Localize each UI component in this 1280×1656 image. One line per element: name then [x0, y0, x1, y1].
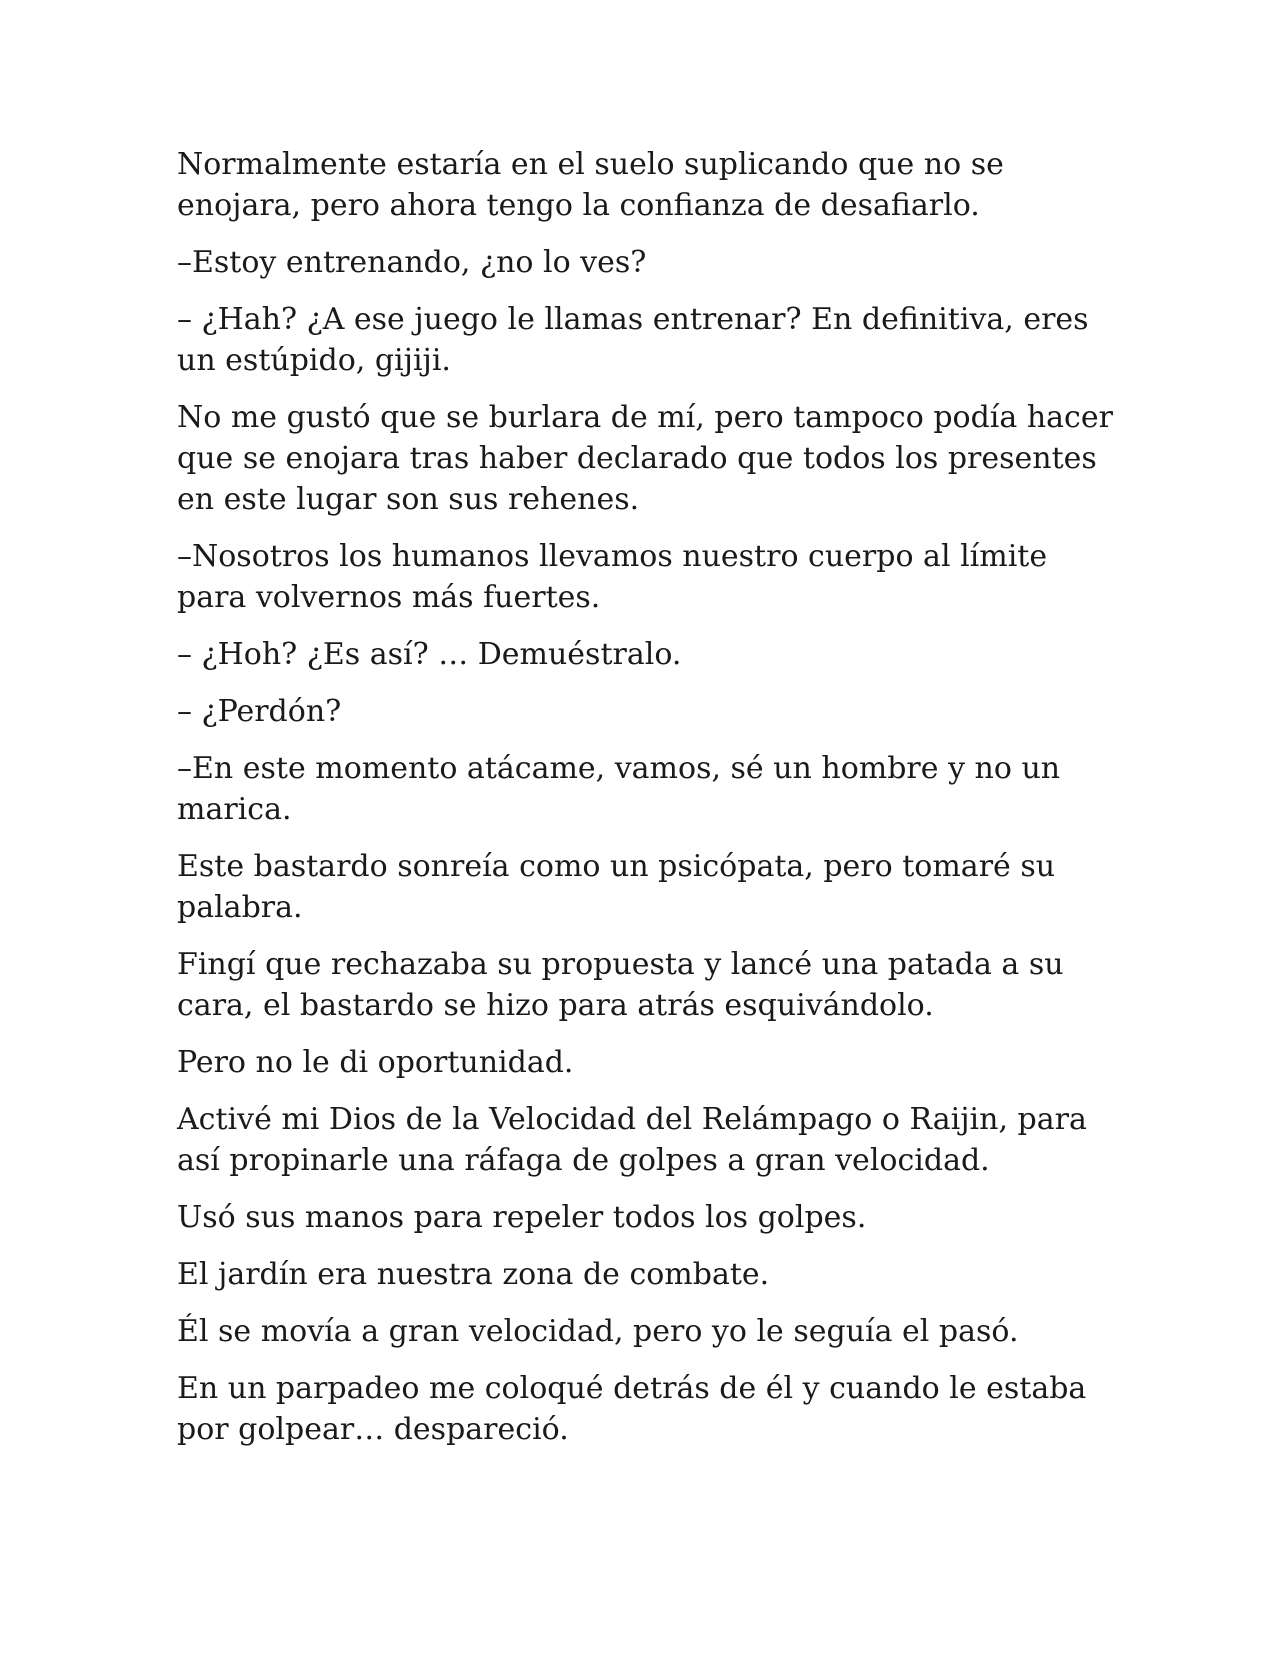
paragraph: No me gustó que se burlara de mí, pero tampoco podía hacer que se enojara tras haber declarado que todos los presentes en este lugar son sus rehenes.: [177, 400, 1113, 517]
paragraph: –Nosotros los humanos llevamos nuestro cuerpo al límite para volvernos más fuertes.: [177, 539, 1048, 615]
paragraph: – ¿Perdón?: [177, 694, 342, 729]
paragraph: –Estoy entrenando, ¿no lo ves?: [177, 245, 647, 280]
paragraph: Fingí que rechazaba su propuesta y lancé una patada a su cara, el bastardo se hizo para atrás esquivándolo.: [177, 947, 1064, 1023]
paragraph: – ¿Hah? ¿A ese juego le llamas entrenar? En definitiva, eres un estúpido, gijiji.: [177, 302, 1089, 378]
paragraph: Este bastardo sonreía como un psicópata, pero tomaré su palabra.: [177, 849, 1056, 925]
paragraph: Normalmente estaría en el suelo suplicando que no se enojara, pero ahora tengo la confianza de desafiarlo.: [177, 147, 1004, 223]
paragraph: El jardín era nuestra zona de combate.: [177, 1257, 770, 1292]
paragraph: Activé mi Dios de la Velocidad del Relámpago o Raijin, para así propinarle una ráfaga de golpes a gran velocidad.: [177, 1102, 1087, 1178]
paragraph: Pero no le di oportunidad.: [177, 1045, 574, 1080]
paragraph: En un parpadeo me coloqué detrás de él y cuando le estaba por golpear… despareció.: [177, 1371, 1087, 1447]
paragraph: – ¿Hoh? ¿Es así? … Demuéstralo.: [177, 637, 682, 672]
paragraph: Usó sus manos para repeler todos los golpes.: [177, 1200, 867, 1235]
body-text: [177, 144, 1117, 1466]
paragraph: Él se movía a gran velocidad, pero yo le seguía el pasó.: [177, 1314, 1019, 1349]
paragraph: –En este momento atácame, vamos, sé un hombre y no un marica.: [177, 751, 1061, 827]
